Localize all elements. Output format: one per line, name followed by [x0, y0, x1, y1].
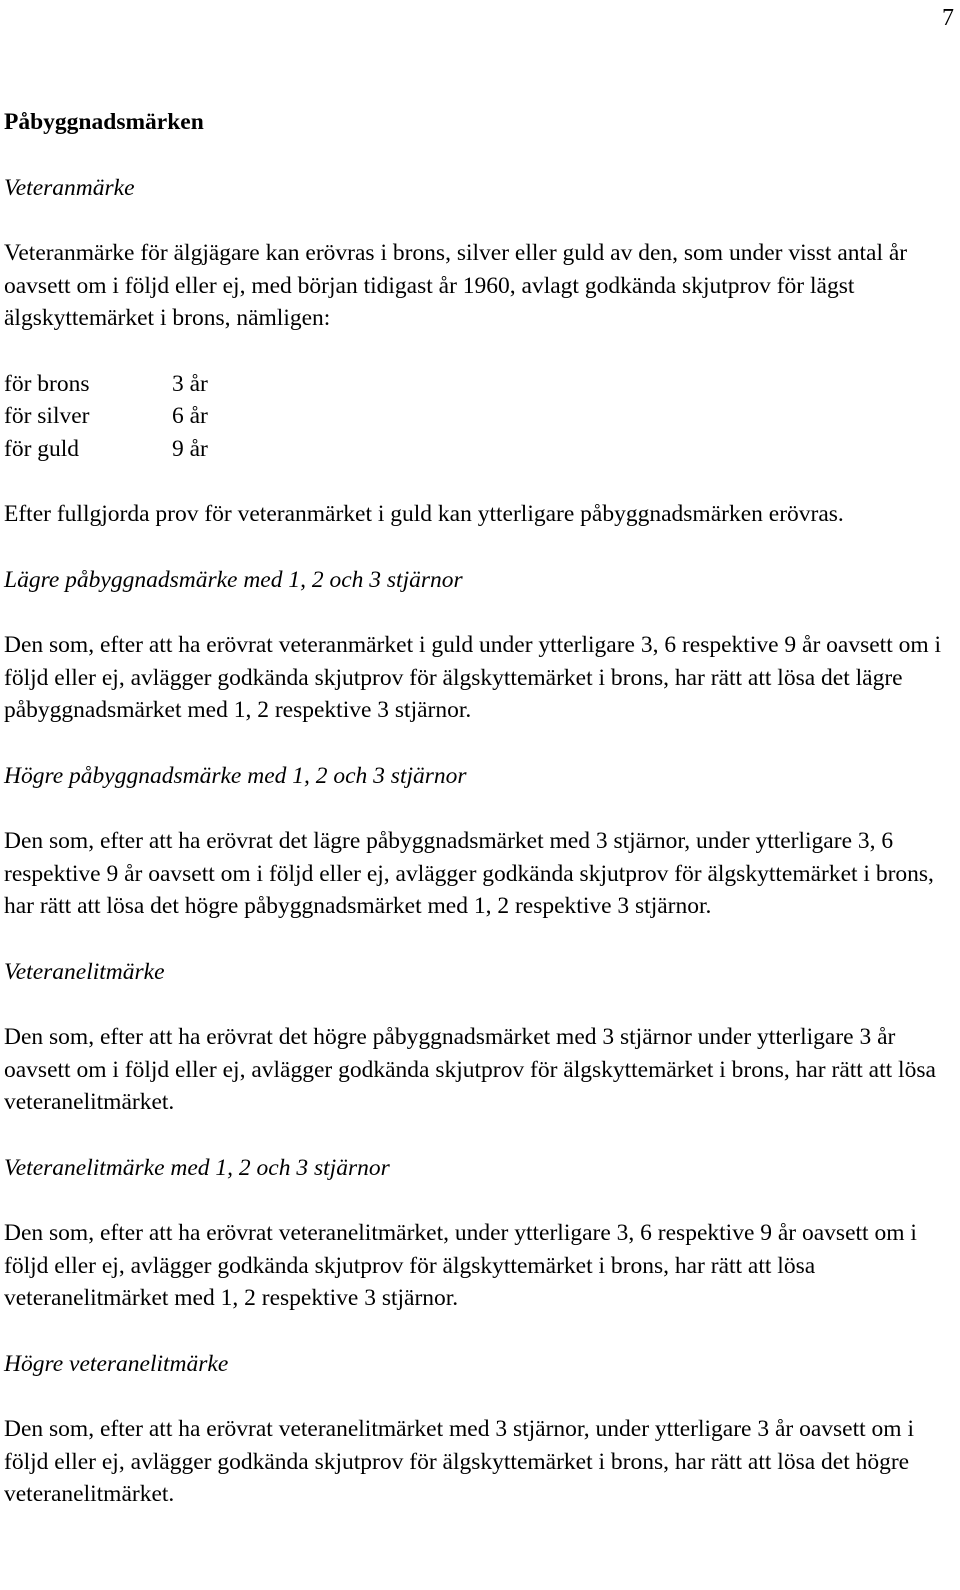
section-text-lagre-pabyggnadsmarke: Den som, efter att ha erövrat veteranmärket i guld under ytterligare 3, 6 respektive 9 år oavsett om i följd eller ej, avlägger godkända skjutprov för älgskyttemärket i brons, har rätt att lösa det lägre påbyggnadsmärket med 1, 2 respektive 3 stjärnor.	[4, 632, 942, 723]
years-cell: 6 år	[172, 403, 208, 429]
years-requirement-table	[4, 368, 208, 466]
level-cell: för guld	[4, 435, 80, 462]
page-number: 7	[942, 5, 954, 31]
section-text-hogre-pabyggnadsmarke: Den som, efter att ha erövrat det lägre påbyggnadsmärket med 3 stjärnor, under ytterligare 3, 6 respektive 9 år oavsett om i följd eller ej, avlägger godkända skjutprov för älgskyttemärket i brons, har rätt att lösa det högre påbyggnadsmärket med 1, 2 respektive 3 stjärnor.	[4, 828, 934, 919]
section-text-hogre-veteranelitmarke: Den som, efter att ha erövrat veteranelitmärket med 3 stjärnor, under ytterligare 3 år oavsett om i följd eller ej, avlägger godkända skjutprov för älgskyttemärket i brons, har rätt att lösa det högre veteranelitmärket.	[4, 1416, 914, 1507]
years-cell: 3 år	[172, 370, 208, 397]
years-cell: 9 år	[172, 435, 208, 462]
section-text-veteranelitmarke: Den som, efter att ha erövrat det högre påbyggnadsmärket med 3 stjärnor under ytterligare 3 år oavsett om i följd eller ej, avlägger godkända skjutprov för älgskyttemärket i brons, har rätt att lösa veteranelitmärket.	[4, 1024, 936, 1115]
page-title: Påbyggnadsmärken	[4, 109, 204, 135]
section-heading-veteranmarke: Veteranmärke	[4, 174, 135, 201]
table-row	[4, 433, 208, 466]
section-after-veteranmarke: Efter fullgjorda prov för veteranmärket i guld kan ytterligare påbyggnadsmärken erövras.	[4, 501, 844, 527]
document-body	[4, 106, 948, 1544]
table-row	[4, 400, 208, 433]
section-heading-lagre-pabyggnadsmarke: Lägre påbyggnadsmärke med 1, 2 och 3 stjärnor	[4, 566, 463, 593]
level-cell: för silver	[4, 403, 90, 429]
section-heading-hogre-veteranelitmarke: Högre veteranelitmärke	[4, 1350, 229, 1377]
section-intro-veteranmarke: Veteranmärke för älgjägare kan erövras i brons, silver eller guld av den, som under visst antal år oavsett om i följd eller ej, med början tidigast år 1960, avlagt godkända skjutprov för lägst älgskyttemärket i brons, nämligen:	[4, 240, 908, 331]
section-heading-veteranelitmarke-stjarnor: Veteranelitmärke med 1, 2 och 3 stjärnor	[4, 1154, 390, 1181]
section-heading-hogre-pabyggnadsmarke: Högre påbyggnadsmärke med 1, 2 och 3 stjärnor	[4, 762, 467, 789]
section-heading-veteranelitmarke: Veteranelitmärke	[4, 958, 165, 985]
table-row	[4, 368, 208, 401]
section-text-veteranelitmarke-stjarnor: Den som, efter att ha erövrat veteranelitmärket, under ytterligare 3, 6 respektive 9 år oavsett om i följd eller ej, avlägger godkända skjutprov för älgskyttemärket i brons, har rätt att lösa veteranelitmärket med 1, 2 respektive 3 stjärnor.	[4, 1220, 917, 1311]
level-cell: för brons	[4, 370, 90, 397]
